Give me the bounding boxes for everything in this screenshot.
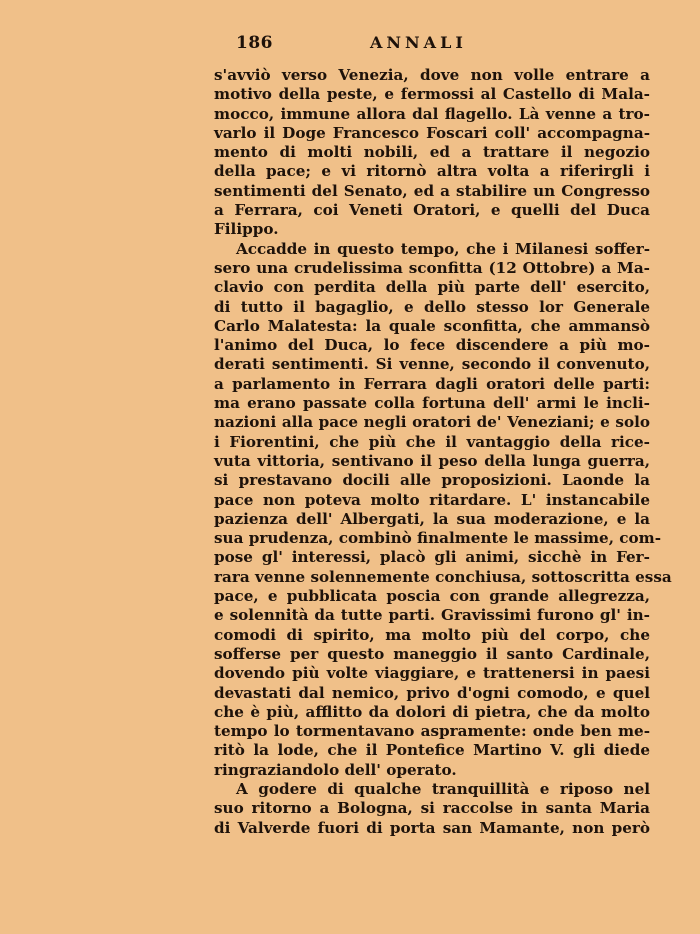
text-line: vuta vittoria, sentivano il peso della lunga guerra, bbox=[214, 451, 650, 470]
text-line: si prestavano docili alle proposizioni. Laonde la bbox=[214, 471, 650, 490]
text-line: Carlo Malatesta: la quale sconfitta, che ammansò bbox=[214, 316, 650, 335]
text-line: di Valverde fuori di porta san Mamante, non però bbox=[214, 818, 650, 837]
text-line: comodi di spirito, ma molto più del corpo, che bbox=[214, 625, 650, 644]
text-line: ritò la lode, che il Pontefice Martino V. gli diede bbox=[214, 741, 650, 760]
text-line: s'avviò verso Venezia, dove non volle entrare a bbox=[214, 66, 650, 84]
text-line: rara venne solennemente conchiusa, sottoscritta essa bbox=[214, 567, 672, 586]
text-line: sofferse per questo maneggio il santo Cardinale, bbox=[214, 644, 650, 663]
running-title: ANNALI bbox=[370, 33, 467, 52]
text-line: pazienza dell' Albergati, la sua moderazione, e la bbox=[214, 509, 650, 528]
text-line: mocco, immune allora dal flagello. Là venne a tro- bbox=[214, 104, 650, 123]
text-line: ringraziandolo dell' operato. bbox=[214, 760, 457, 779]
text-line: pose gl' interessi, placò gli animi, sicchè in Fer- bbox=[214, 548, 650, 567]
page-number: 186 bbox=[236, 33, 273, 53]
text-line: nazioni alla pace negli oratori de' Veneziani; e solo bbox=[214, 413, 650, 432]
text-line: ma erano passate colla fortuna dell' armi le incli- bbox=[214, 394, 650, 413]
text-line: clavio con perdita della più parte dell' esercito, bbox=[214, 278, 650, 297]
body-text bbox=[214, 66, 672, 838]
text-line: suo ritorno a Bologna, si raccolse in santa Maria bbox=[214, 799, 650, 818]
text-line: sua prudenza, combinò finalmente le massime, com- bbox=[214, 529, 662, 548]
text-line: Accadde in questo tempo, che i Milanesi soffer- bbox=[236, 239, 650, 258]
text-line: l'animo del Duca, lo fece discendere a più mo- bbox=[214, 336, 650, 355]
text-line: a Ferrara, coi Veneti Oratori, e quelli del Duca bbox=[214, 201, 650, 220]
text-line: che è più, afflitto da dolori di pietra, che da molto bbox=[214, 702, 650, 721]
text-line: di tutto il bagaglio, e dello stesso lor Generale bbox=[214, 297, 650, 316]
text-line: a parlamento in Ferrara dagli oratori delle parti: bbox=[214, 374, 650, 393]
text-line: A godere di qualche tranquillità e riposo nel bbox=[236, 779, 650, 798]
text-line: i Fiorentini, che più che il vantaggio della rice- bbox=[214, 432, 650, 451]
text-line: pace non poteva molto ritardare. L' instancabile bbox=[214, 490, 650, 509]
text-line: derati sentimenti. Si venne, secondo il convenuto, bbox=[214, 355, 650, 374]
text-line: mento di molti nobili, ed a trattare il negozio bbox=[214, 143, 650, 162]
text-line: sentimenti del Senato, ed a stabilire un Congresso bbox=[214, 181, 650, 200]
text-line: pace, e pubblicata poscia con grande allegrezza, bbox=[214, 587, 650, 606]
page-header bbox=[0, 33, 700, 55]
text-line: tempo lo tormentavano aspramente: onde ben me- bbox=[214, 722, 650, 741]
text-line: varlo il Doge Francesco Foscari coll' accompagna- bbox=[214, 123, 650, 142]
text-line: motivo della peste, e fermossi al Castello di Mala- bbox=[214, 85, 650, 104]
text-line: sero una crudelissima sconfitta (12 Ottobre) a Ma- bbox=[214, 258, 650, 277]
text-line: e solennità da tutte parti. Gravissimi furono gl' in- bbox=[214, 606, 650, 625]
text-line: della pace; e vi ritornò altra volta a riferirgli i bbox=[214, 162, 650, 181]
text-line: devastati dal nemico, privo d'ogni comodo, e quel bbox=[214, 683, 650, 702]
text-line: dovendo più volte viaggiare, e trattenersi in paesi bbox=[214, 664, 650, 683]
text-line: Filippo. bbox=[214, 220, 279, 239]
